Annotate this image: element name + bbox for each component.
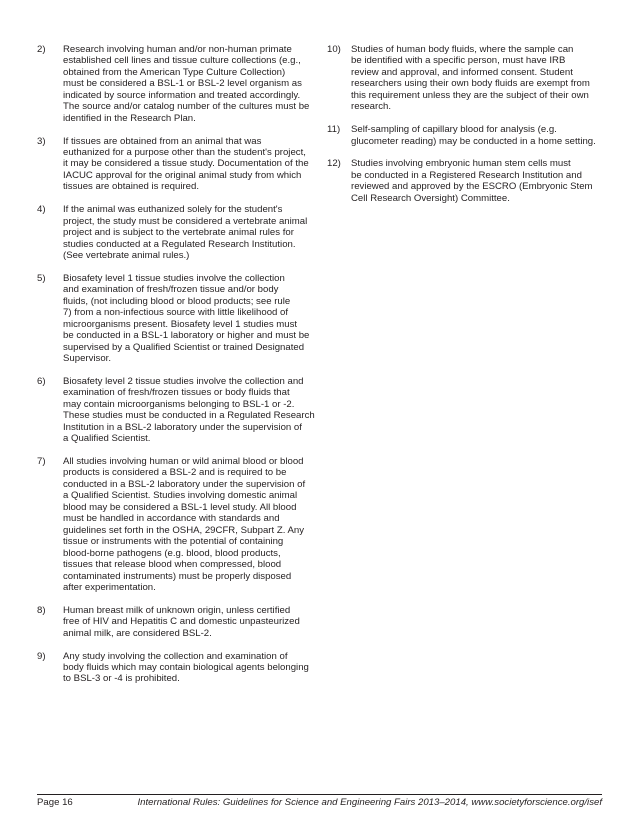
rule-item xyxy=(37,456,317,593)
page-number: Page 16 xyxy=(37,797,73,808)
rule-item xyxy=(37,376,317,445)
rule-item xyxy=(37,605,317,639)
rule-number: 12) xyxy=(327,158,341,170)
left-column xyxy=(37,44,317,696)
rule-text: Self-sampling of capillary blood for analysis (e.g. glucometer reading) may be conducted in a home setting. xyxy=(351,124,596,147)
rule-number: 11) xyxy=(327,124,341,136)
rule-number: 5) xyxy=(37,272,46,284)
rule-item xyxy=(37,44,317,124)
footer-title: International Rules: Guidelines for Science and Engineering Fairs 2013–2014, www.societyforscience.org/isef xyxy=(137,797,602,808)
rule-item xyxy=(37,204,317,261)
rule-number: 3) xyxy=(37,135,46,147)
rule-text: Biosafety level 1 tissue studies involve the collection and examination of fresh/frozen tissue and/or body fluids, (not including blood or blood products; see rule 7) from a non-infectious source with little likelihood of microorganisms present. Biosafety level 1 studies must be conducted in a BSL-1 laboratory or higher and must be supervised by a Qualified Scientist or trained Designated Supervisor. xyxy=(63,272,310,365)
rule-number: 10) xyxy=(327,44,341,55)
rule-item xyxy=(327,124,602,147)
rule-number: 4) xyxy=(37,204,46,216)
rule-text: Human breast milk of unknown origin, unless certified free of HIV and Hepatitis C and domestic unpasteurized animal milk, are considered BSL-2. xyxy=(63,604,300,639)
rule-item xyxy=(327,44,602,113)
rule-number: 2) xyxy=(37,44,46,55)
footer-divider xyxy=(37,794,602,795)
rule-number: 6) xyxy=(37,375,46,387)
rule-number: 7) xyxy=(37,456,46,467)
rule-item xyxy=(327,158,602,204)
right-column xyxy=(327,44,602,216)
rule-text: Studies of human body fluids, where the sample can be identified with a specific person, must have IRB review and approval, and informed consent. Student researchers using their own body fluids are exempt from this requirement unless they are the subject of their own research. xyxy=(351,44,590,113)
rule-text: Research involving human and/or non-human primate established cell lines and tissue culture collections (e.g., obtained from the American Type Culture Collection) must be considered a BSL-1 or BSL-2 level organism as indicated by source information and treated accordingly. The source and/or catalog number of the cultures must be identified in the Research Plan. xyxy=(63,44,310,124)
rule-text: Any study involving the collection and examination of body fluids which may contain biological agents belonging to BSL-3 or -4 is prohibited. xyxy=(63,650,309,685)
rule-text: All studies involving human or wild animal blood or blood products is considered a BSL-2 and is required to be conducted in a BSL-2 laboratory under the supervision of a Qualified Scientist. Studies involving domestic animal blood may be considered a BSL-1 level study. All blood must be handled in accordance with standards and guidelines set forth in the OSHA, 29CFR, Subpart Z. Any tissue or instruments with the potential of containing blood-borne pathogens (e.g. blood, blood products, tissues that release blood when compressed, blood contaminated instruments) must be properly disposed after experimentation. xyxy=(63,456,306,593)
rule-item xyxy=(37,136,317,193)
rule-number: 9) xyxy=(37,650,46,662)
rule-text: Biosafety level 2 tissue studies involve the collection and examination of fresh/frozen tissues or body fluids that may contain microorganisms belonging to BSL-1 or -2. These studies must be conducted in a Regulated Research Institution in a BSL-2 laboratory under the supervision of a Qualified Scientist. xyxy=(63,375,315,445)
rule-item xyxy=(37,651,317,685)
rule-text: Studies involving embryonic human stem cells must be conducted in a Registered Research Institution and reviewed and approved by the ESCRO (Embryonic Stem Cell Research Oversight) Committee. xyxy=(351,158,593,204)
rule-text: If the animal was euthanized solely for the student's project, the study must be considered a vertebrate animal project and is subject to the vertebrate animal rules for studies conducted at a Regulated Research Institution. (See vertebrate animal rules.) xyxy=(63,204,308,262)
rule-number: 8) xyxy=(37,604,46,616)
rule-text: If tissues are obtained from an animal that was euthanized for a purpose other than the student's project, it may be considered a tissue study. Documentation of the IACUC approval for the original animal study from which tissues are obtained is required. xyxy=(63,135,309,193)
rule-item xyxy=(37,273,317,365)
